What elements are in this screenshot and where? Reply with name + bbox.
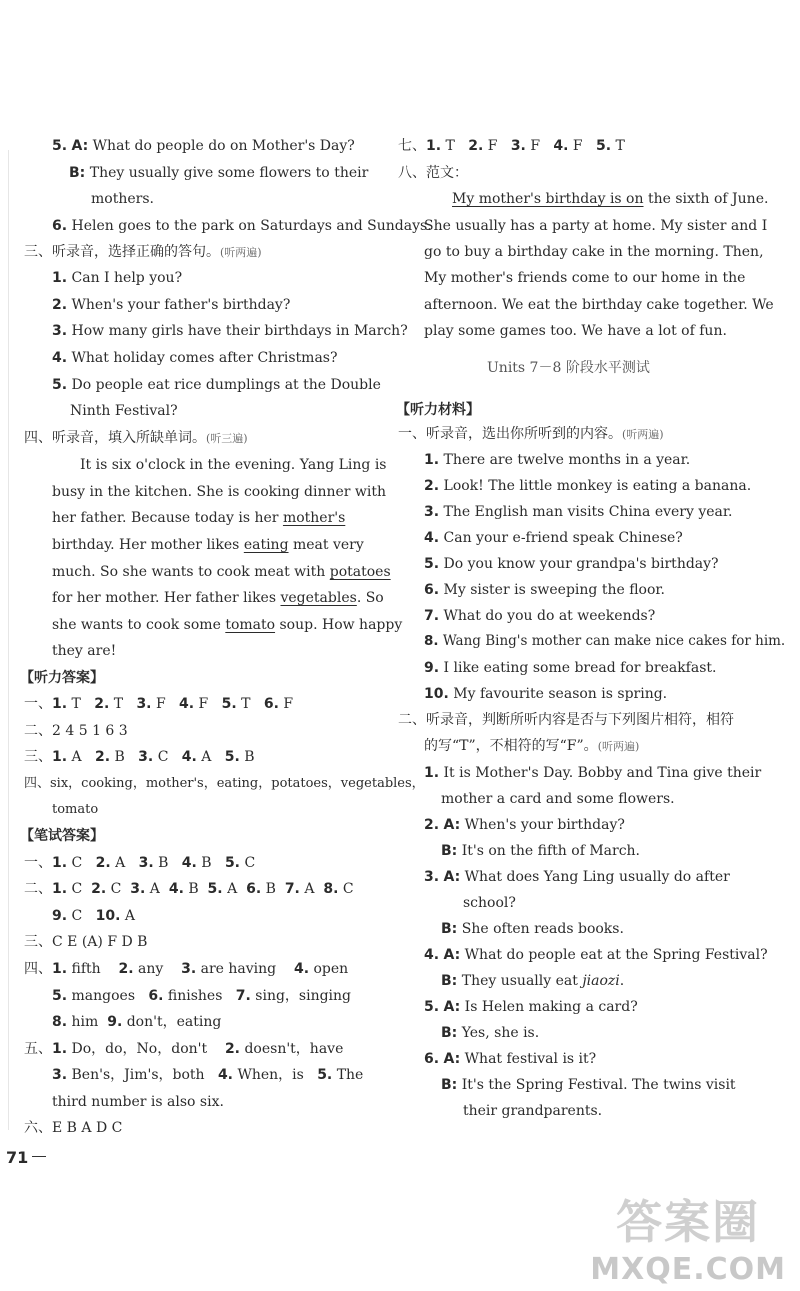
s1-item-9: [424, 661, 716, 675]
item-text: What holiday comes after Christmas?: [71, 350, 338, 366]
answer-value: F: [283, 696, 294, 712]
answer-value: Do，do，No，don't: [71, 1041, 208, 1057]
answer-value: A: [71, 749, 82, 765]
s2-item-6-a: [424, 1052, 596, 1066]
item-number: 3.: [424, 869, 440, 885]
item-number: 4.: [52, 350, 68, 366]
item-number: 6.: [424, 1051, 440, 1067]
answer-value: Ben's，Jim's，both: [71, 1067, 205, 1083]
item-number: 8.: [323, 881, 339, 897]
item-number: 9.: [107, 1014, 123, 1030]
listening-answers-3: [24, 750, 255, 764]
item-number: 10.: [424, 686, 449, 702]
dialogue-text: What festival is it?: [464, 1051, 597, 1067]
section-2-title: 二、听录音，判断所听内容是否与下列图片相符，相符: [398, 712, 734, 728]
answer-value: B: [201, 855, 212, 871]
item-number: 1.: [52, 1041, 68, 1057]
s2-item-2-a: [424, 818, 625, 832]
item-number: 3.: [130, 881, 146, 897]
s2-item-3-a-cont: school?: [463, 895, 516, 911]
answer-value: B: [265, 881, 276, 897]
essay-line: My mother's friends come to our home in the: [424, 270, 746, 286]
column-divider: [8, 150, 9, 1130]
section-note: (听三遍): [206, 432, 248, 445]
written-answers-1: [24, 856, 255, 870]
answer-value: F: [487, 138, 498, 154]
item-number: 4.: [179, 696, 195, 712]
item-number: 5.: [52, 138, 68, 154]
item-6: [52, 219, 432, 233]
dialogue-text: It's on the fifth of March.: [461, 843, 641, 859]
speaker-label: B:: [441, 843, 458, 859]
answer-value: any: [138, 961, 164, 977]
speaker-label: A:: [443, 869, 461, 885]
written-answers-6: 六、E B A D C: [24, 1120, 123, 1136]
dialogue-5a: [52, 139, 355, 153]
s1-item-4: [424, 531, 683, 545]
speaker-label: B:: [441, 973, 458, 989]
item-number: 2.: [424, 478, 440, 494]
dialogue-5b-cont: mothers.: [91, 191, 154, 207]
item-number: 4.: [293, 961, 310, 977]
s1-item-3: [424, 505, 733, 519]
answer-value: T: [445, 138, 455, 154]
item-number: 5.: [424, 999, 440, 1015]
item-text: Do you know your grandpa's birthday?: [443, 556, 719, 572]
item-number: 5.: [224, 855, 240, 871]
item-number: 2.: [424, 817, 440, 833]
item-text: There are twelve months in a year.: [443, 452, 691, 468]
item-number: 1.: [52, 855, 68, 871]
answer-value: A: [201, 749, 212, 765]
item-number: 1.: [52, 270, 68, 286]
s2-item-4-b: [441, 974, 624, 988]
item-number: 2.: [468, 138, 484, 154]
item-number: 2.: [52, 297, 68, 313]
item-number: 8.: [424, 633, 439, 649]
s1-item-7: [424, 609, 655, 623]
answer-value: A: [115, 855, 126, 871]
item-number: 7.: [284, 881, 300, 897]
s3-item-3: [52, 324, 408, 338]
item-number: 4.: [553, 138, 569, 154]
item-number: 5.: [207, 881, 223, 897]
speaker-label: A:: [71, 138, 89, 154]
section-title-text: 三、听录音，选择正确的答句。: [24, 244, 220, 260]
item-number: 5.: [317, 1067, 333, 1083]
unit-test-title: Units 7－8 阶段水平测试: [487, 360, 650, 376]
section-title-text: 一、听录音，选出你所听到的内容。: [398, 426, 622, 442]
section-prefix: 四、: [24, 961, 52, 977]
answer-value: F: [198, 696, 209, 712]
item-number: 6.: [148, 988, 164, 1004]
passage-text: birthday. Her mother likes: [52, 537, 244, 553]
section-2-title-cont: [424, 739, 639, 753]
answer-value: C: [342, 881, 354, 897]
item-number: 5.: [224, 749, 240, 765]
passage-line: [52, 591, 384, 605]
dialogue-text: What do people eat at the Spring Festival?: [464, 947, 768, 963]
listening-answers-1: [24, 697, 293, 711]
passage-line: busy in the kitchen. She is cooking dinner with: [52, 484, 387, 500]
item-number: 3.: [52, 323, 68, 339]
dialogue-text: Is Helen making a card?: [464, 999, 638, 1015]
answer-value: F: [572, 138, 583, 154]
item-number: 2.: [91, 881, 107, 897]
essay-line: go to buy a birthday cake in the morning. Then,: [424, 244, 764, 260]
item-number: 3.: [136, 696, 152, 712]
watermark-url: MXQE.COM: [590, 1252, 786, 1287]
item-number: 1.: [426, 138, 442, 154]
section-3-title: [24, 245, 262, 259]
item-number: 4.: [181, 749, 197, 765]
s2-item-1-cont: mother a card and some flowers.: [441, 791, 675, 807]
section-prefix: 二、: [24, 881, 52, 897]
written-answers-8-heading: 八、范文：: [398, 165, 468, 181]
section-prefix: 三、: [24, 749, 52, 765]
passage-text: she wants to cook some: [52, 617, 226, 633]
written-answers-7: [398, 139, 625, 153]
item-number: 5.: [52, 988, 68, 1004]
s2-item-6-b-cont: their grandparents.: [463, 1103, 603, 1119]
s1-item-6: [424, 583, 665, 597]
answer-value: fifth: [71, 961, 101, 977]
item-number: 9.: [52, 908, 68, 924]
item-number: 6.: [246, 881, 262, 897]
item-number: 1.: [52, 961, 68, 977]
site-watermark: [590, 1186, 786, 1287]
written-answers-2-cont: [52, 909, 135, 923]
answer-value: C: [244, 855, 256, 871]
answer-value: don't，eating: [126, 1014, 222, 1030]
written-answers-3: 三、C E (A) F D B: [24, 934, 148, 950]
section-title-text: 的写“T”，不相符的写“F”。: [424, 738, 598, 754]
passage-line: [52, 565, 391, 579]
s2-item-3-a: [424, 870, 730, 884]
answer-value: T: [71, 696, 81, 712]
watermark-logo-text: 答案圈: [616, 1195, 761, 1249]
speaker-label: B:: [441, 1025, 458, 1041]
written-answers-2: [24, 882, 354, 896]
dialogue-text: What does Yang Ling usually do after: [464, 869, 730, 885]
item-number: 4.: [217, 1067, 233, 1083]
answer-value: C: [157, 749, 169, 765]
answer-value: A: [149, 881, 160, 897]
s1-item-2: [424, 479, 751, 493]
item-number: 8.: [52, 1014, 68, 1030]
item-number: 4.: [181, 855, 197, 871]
answer-value: him: [71, 1014, 99, 1030]
dialogue-text: When's your birthday?: [464, 817, 625, 833]
item-number: 3.: [138, 855, 154, 871]
passage-text: . So: [356, 590, 384, 606]
listening-material-heading: 【听力材料】: [396, 402, 480, 418]
answer-value: T: [615, 138, 625, 154]
item-number: 1.: [52, 881, 68, 897]
listening-answers-4-cont: tomato: [52, 802, 99, 817]
item-number: 4.: [424, 530, 440, 546]
passage-line: It is six o'clock in the evening. Yang Ling is: [80, 457, 387, 473]
written-answers-4-c: [52, 1015, 221, 1029]
dialogue-text: They usually eat: [461, 973, 583, 989]
item-text: Do people eat rice dumplings at the Double: [71, 377, 381, 393]
essay-line: She usually has a party at home. My sister and I: [424, 218, 768, 234]
section-prefix: 一、: [24, 696, 52, 712]
s2-item-1: [424, 766, 761, 780]
item-text: Wang Bing's mother can make nice cakes for him.: [442, 633, 786, 649]
essay-text: the sixth of June.: [643, 191, 769, 207]
answer-value: are having: [200, 961, 277, 977]
answer-value: B: [188, 881, 199, 897]
speaker-label: A:: [443, 817, 461, 833]
written-answers-4-b: [52, 989, 351, 1003]
speaker-label: A:: [443, 947, 461, 963]
item-number: 9.: [424, 660, 440, 676]
dialogue-italic: jiaozi: [582, 973, 620, 989]
filled-blank: vegetables: [280, 590, 357, 606]
listening-answers-heading: 【听力答案】: [20, 670, 104, 686]
item-text: My favourite season is spring.: [453, 686, 668, 702]
s3-item-5-cont: Ninth Festival?: [70, 403, 178, 419]
item-text: Can I help you?: [71, 270, 183, 286]
s1-item-1: [424, 453, 690, 467]
dialogue-text: They usually give some flowers to their: [89, 165, 369, 181]
passage-text: her father. Because today is her: [52, 510, 283, 526]
item-text: When's your father's birthday?: [71, 297, 291, 313]
item-text: The English man visits China every year.: [443, 504, 733, 520]
filled-blank: mother's: [282, 510, 346, 526]
item-number: 1.: [52, 696, 68, 712]
item-number: 2.: [224, 1041, 240, 1057]
s2-item-5-a: [424, 1000, 638, 1014]
listening-answers-4: 四、six，cooking，mother's，eating，potatoes，vegetables，: [24, 776, 425, 791]
s1-item-5: [424, 557, 719, 571]
page-number: 71: [6, 1148, 29, 1167]
answer-value: The: [336, 1067, 364, 1083]
s3-item-1: [52, 271, 182, 285]
item-text: My sister is sweeping the floor.: [443, 582, 666, 598]
section-1-title: [398, 427, 664, 441]
item-number: 4.: [168, 881, 184, 897]
section-prefix: 一、: [24, 855, 52, 871]
answer-value: A: [304, 881, 315, 897]
answer-value: doesn't，have: [244, 1041, 344, 1057]
written-answers-5: [24, 1042, 343, 1056]
filled-blank: tomato: [225, 617, 276, 633]
passage-text: much. So she wants to cook meat with: [52, 564, 330, 580]
s3-item-2: [52, 298, 290, 312]
section-prefix: 七、: [398, 138, 426, 154]
s2-item-6-b: [441, 1078, 736, 1092]
item-text: I like eating some bread for breakfast.: [443, 660, 717, 676]
item-text: How many girls have their birthdays in March?: [71, 323, 408, 339]
answer-value: F: [530, 138, 541, 154]
s2-item-2-b: [441, 844, 640, 858]
passage-line: [52, 538, 364, 552]
item-number: 1.: [424, 452, 440, 468]
essay-line: play some games too. We have a lot of fun.: [424, 323, 727, 339]
dialogue-text: Yes, she is.: [461, 1025, 540, 1041]
s3-item-4: [52, 351, 337, 365]
section-note: (听两遍): [220, 246, 262, 259]
passage-text: for her mother. Her father likes: [52, 590, 281, 606]
passage-line: they are!: [52, 643, 117, 659]
passage-line: [52, 618, 402, 632]
essay-underlined: My mother's birthday is on: [452, 191, 644, 207]
s2-item-3-b: [441, 922, 624, 936]
answer-value: F: [155, 696, 166, 712]
answer-value: B: [244, 749, 255, 765]
item-number: 6.: [263, 696, 279, 712]
item-number: 7.: [424, 608, 440, 624]
item-number: 3.: [52, 1067, 68, 1083]
essay-line: [452, 192, 768, 206]
item-number: 10.: [95, 908, 121, 924]
s2-item-4-a: [424, 948, 768, 962]
item-number: 1.: [424, 765, 440, 781]
listening-answers-2: 二、2 4 5 1 6 3: [24, 723, 128, 739]
item-number: 2.: [118, 961, 134, 977]
item-number: 5.: [596, 138, 612, 154]
answer-value: C: [71, 881, 83, 897]
s3-item-5: [52, 378, 381, 392]
speaker-label: A:: [443, 1051, 461, 1067]
item-number: 5.: [424, 556, 440, 572]
answer-value: C: [71, 855, 83, 871]
item-text: What do you do at weekends?: [443, 608, 656, 624]
written-answers-4: [24, 962, 348, 976]
item-number: 5.: [52, 377, 68, 393]
page-number-dash: [32, 1156, 46, 1157]
section-note: (听两遍): [622, 428, 664, 441]
passage-text: meat very: [288, 537, 364, 553]
item-number: 7.: [235, 988, 251, 1004]
section-note: (听两遍): [597, 740, 640, 753]
answer-value: A: [227, 881, 238, 897]
answer-value: mangoes: [71, 988, 136, 1004]
answer-value: A: [124, 908, 135, 924]
answer-value: open: [313, 961, 349, 977]
speaker-label: B:: [441, 1077, 458, 1093]
item-number: 6.: [52, 218, 68, 234]
item-number: 4.: [424, 947, 440, 963]
written-answers-heading: 【笔试答案】: [20, 828, 104, 844]
answer-value: sing，singing: [255, 988, 352, 1004]
dialogue-text: She often reads books.: [461, 921, 624, 937]
dialogue-text: What do people do on Mother's Day?: [92, 138, 355, 154]
answer-value: T: [113, 696, 124, 712]
answer-value: B: [114, 749, 125, 765]
section-4-title: [24, 431, 248, 445]
item-number: 2.: [95, 749, 111, 765]
answer-value: When，is: [237, 1067, 304, 1083]
item-number: 3.: [138, 749, 154, 765]
written-answers-5-b: [52, 1068, 363, 1082]
filled-blank: potatoes: [329, 564, 391, 580]
answer-value: C: [71, 908, 83, 924]
s2-item-5-b: [441, 1026, 539, 1040]
answer-value: T: [241, 696, 251, 712]
speaker-label: B:: [69, 165, 86, 181]
item-text: Look! The little monkey is eating a banana.: [443, 478, 752, 494]
item-text: Can your e-friend speak Chinese?: [443, 530, 683, 546]
item-number: 2.: [94, 696, 110, 712]
s1-item-8: [424, 635, 785, 649]
filled-blank: eating: [243, 537, 289, 553]
passage-line: [52, 511, 345, 525]
section-prefix: 五、: [24, 1041, 52, 1057]
item-number: 2.: [95, 855, 111, 871]
s1-item-10: [424, 687, 667, 701]
dialogue-text: .: [619, 973, 625, 989]
dialogue-text: It's the Spring Festival. The twins visit: [461, 1077, 736, 1093]
essay-line: afternoon. We eat the birthday cake together. We: [424, 297, 774, 313]
dialogue-5b: [69, 166, 368, 180]
item-text: It is Mother's Day. Bobby and Tina give their: [443, 765, 762, 781]
item-number: 5.: [221, 696, 237, 712]
written-answers-5-cont: third number is also six.: [52, 1094, 224, 1110]
passage-text: soup. How happy: [275, 617, 403, 633]
answer-value: C: [110, 881, 122, 897]
item-number: 3.: [181, 961, 197, 977]
answer-value: finishes: [167, 988, 223, 1004]
answer-value: B: [158, 855, 169, 871]
item-number: 1.: [52, 749, 68, 765]
item-number: 3.: [510, 138, 526, 154]
item-number: 6.: [424, 582, 440, 598]
speaker-label: B:: [441, 921, 458, 937]
section-title-text: 四、听录音，填入所缺单词。: [24, 430, 206, 446]
item-text: Helen goes to the park on Saturdays and Sundays.: [71, 218, 432, 234]
item-number: 3.: [424, 504, 440, 520]
speaker-label: A:: [443, 999, 461, 1015]
